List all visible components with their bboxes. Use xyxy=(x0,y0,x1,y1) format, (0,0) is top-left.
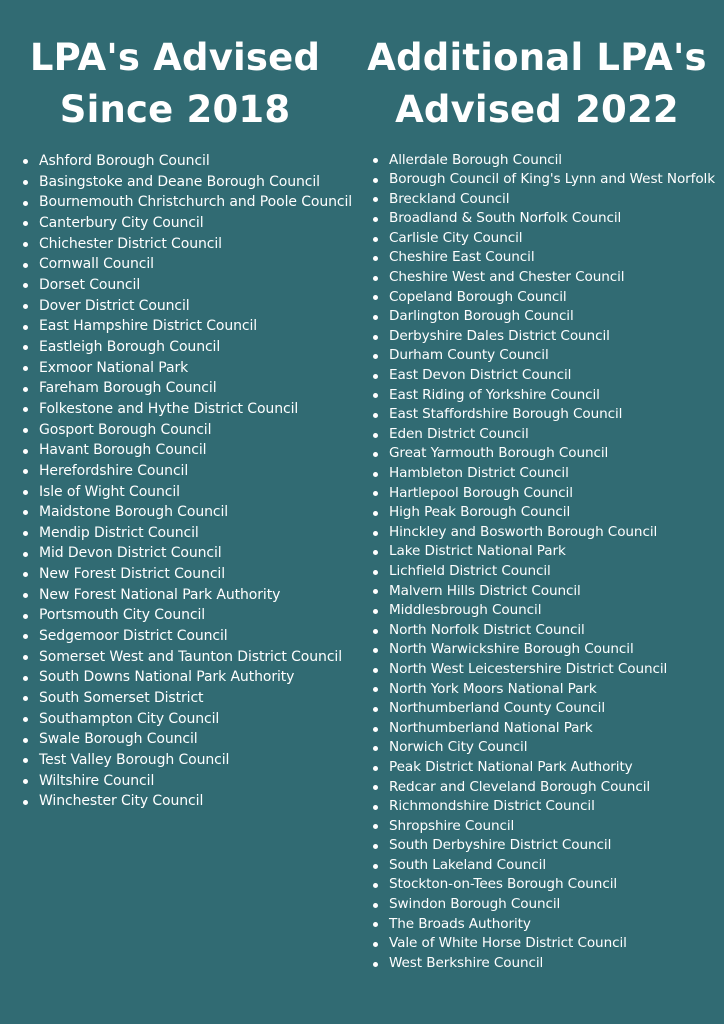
list-item-label: North York Moors National Park xyxy=(389,680,597,697)
bullet-icon xyxy=(373,570,378,575)
bullet-icon xyxy=(23,717,28,722)
list-item-label: Bournemouth Christchurch and Poole Council xyxy=(39,194,353,211)
list-item xyxy=(372,484,715,504)
list-item-label: East Staffordshire Borough Council xyxy=(389,406,623,423)
list-item-label: Lake District National Park xyxy=(389,543,566,560)
list-item xyxy=(372,444,715,464)
list-item xyxy=(372,875,715,895)
list-item-label: Allerdale Borough Council xyxy=(389,151,562,168)
list-item xyxy=(22,564,352,585)
list-item-label: North Norfolk District Council xyxy=(389,621,585,638)
bullet-icon xyxy=(23,221,28,226)
bullet-icon xyxy=(373,276,378,281)
list-item-label: Darlington Borough Council xyxy=(389,308,574,325)
list-item-label: Peak District National Park Authority xyxy=(389,758,633,775)
list-item-label: South Somerset District xyxy=(39,690,204,707)
list-item xyxy=(22,482,352,503)
bullet-icon xyxy=(373,962,378,967)
bullet-icon xyxy=(373,217,378,222)
list-item-label: Test Valley Borough Council xyxy=(39,752,230,769)
list-item-label: Mendip District Council xyxy=(39,524,199,541)
bullet-icon xyxy=(373,629,378,634)
list-item-label: North West Leicestershire District Council xyxy=(389,660,668,677)
right-heading-line-2: Advised 2022 xyxy=(395,88,679,131)
bullet-icon xyxy=(23,366,28,371)
bullet-icon xyxy=(373,883,378,888)
list-item-label: Portsmouth City Council xyxy=(39,607,206,624)
list-item-label: South Derbyshire District Council xyxy=(389,837,612,854)
right-lpa-list xyxy=(372,151,715,974)
bullet-icon xyxy=(23,800,28,805)
bullet-icon xyxy=(373,511,378,516)
list-item xyxy=(372,856,715,876)
bullet-icon xyxy=(373,609,378,614)
bullet-icon xyxy=(373,491,378,496)
list-item xyxy=(22,234,352,255)
list-item-label: Northumberland County Council xyxy=(389,700,606,717)
bullet-icon xyxy=(373,393,378,398)
list-item xyxy=(22,729,352,750)
list-item xyxy=(22,213,352,234)
list-item-label: Somerset West and Taunton District Council xyxy=(39,648,343,665)
bullet-icon xyxy=(23,180,28,185)
bullet-icon xyxy=(23,407,28,412)
list-item-label: East Riding of Yorkshire Council xyxy=(389,386,600,403)
list-item xyxy=(372,151,715,171)
list-item xyxy=(372,542,715,562)
list-item xyxy=(22,502,352,523)
list-item-label: Hinckley and Bosworth Borough Council xyxy=(389,523,658,540)
list-item xyxy=(372,836,715,856)
list-item xyxy=(372,327,715,347)
list-item-label: Richmondshire District Council xyxy=(389,798,595,815)
list-item xyxy=(372,895,715,915)
bullet-icon xyxy=(23,242,28,247)
list-item xyxy=(372,562,715,582)
list-item-label: Borough Council of King's Lynn and West Norfolk xyxy=(389,171,716,188)
list-item-label: Basingstoke and Deane Borough Council xyxy=(39,173,320,190)
bullet-icon xyxy=(23,738,28,743)
bullet-icon xyxy=(373,433,378,438)
list-item-label: Gosport Borough Council xyxy=(39,421,212,438)
list-item xyxy=(22,523,352,544)
bullet-icon xyxy=(23,614,28,619)
list-item-label: New Forest National Park Authority xyxy=(39,586,281,603)
list-item xyxy=(372,346,715,366)
list-item-label: Breckland Council xyxy=(389,190,510,207)
bullet-icon xyxy=(373,197,378,202)
list-item xyxy=(372,621,715,641)
bullet-icon xyxy=(23,263,28,268)
list-item xyxy=(22,378,352,399)
list-item-label: Winchester City Council xyxy=(39,793,204,810)
list-item-label: Havant Borough Council xyxy=(39,442,207,459)
list-item-label: Herefordshire Council xyxy=(39,462,189,479)
list-item xyxy=(372,405,715,425)
list-item xyxy=(22,275,352,296)
list-item-label: Exmoor National Park xyxy=(39,359,189,376)
list-item xyxy=(372,934,715,954)
bullet-icon xyxy=(23,325,28,330)
list-item-label: Hartlepool Borough Council xyxy=(389,484,573,501)
list-item xyxy=(22,791,352,812)
bullet-icon xyxy=(23,304,28,309)
bullet-icon xyxy=(23,655,28,660)
list-item xyxy=(372,640,715,660)
list-item xyxy=(22,358,352,379)
list-item-label: Wiltshire Council xyxy=(39,772,155,789)
bullet-icon xyxy=(373,864,378,869)
bullet-icon xyxy=(373,354,378,359)
list-item-label: Copeland Borough Council xyxy=(389,288,567,305)
list-item-label: Redcar and Cleveland Borough Council xyxy=(389,778,651,795)
list-item xyxy=(22,316,352,337)
list-item-label: Eastleigh Borough Council xyxy=(39,338,221,355)
list-item-label: Derbyshire Dales District Council xyxy=(389,327,610,344)
list-item xyxy=(372,680,715,700)
bullet-icon xyxy=(373,452,378,457)
bullet-icon xyxy=(373,942,378,947)
list-item xyxy=(372,190,715,210)
list-item xyxy=(372,386,715,406)
list-item-label: Swindon Borough Council xyxy=(389,896,561,913)
bullet-icon xyxy=(373,785,378,790)
list-item-label: Dorset Council xyxy=(39,276,141,293)
list-item-label: East Hampshire District Council xyxy=(39,318,258,335)
list-item xyxy=(22,709,352,730)
bullet-icon xyxy=(373,766,378,771)
list-item-label: Sedgemoor District Council xyxy=(39,628,228,645)
list-item-label: Maidstone Borough Council xyxy=(39,504,229,521)
list-item xyxy=(372,464,715,484)
list-item xyxy=(372,248,715,268)
bullet-icon xyxy=(373,824,378,829)
list-item xyxy=(372,209,715,229)
list-item-label: Shropshire Council xyxy=(389,817,515,834)
list-item xyxy=(22,688,352,709)
left-heading-line-2: Since 2018 xyxy=(59,88,291,131)
bullet-icon xyxy=(23,510,28,515)
bullet-icon xyxy=(373,315,378,320)
list-item xyxy=(22,585,352,606)
bullet-icon xyxy=(23,387,28,392)
bullet-icon xyxy=(373,668,378,673)
bullet-icon xyxy=(23,345,28,350)
list-item xyxy=(22,461,352,482)
list-item-label: North Warwickshire Borough Council xyxy=(389,641,634,658)
bullet-icon xyxy=(373,178,378,183)
bullet-icon xyxy=(23,696,28,701)
bullet-icon xyxy=(373,805,378,810)
list-item xyxy=(22,543,352,564)
bullet-icon xyxy=(23,531,28,536)
bullet-icon xyxy=(373,295,378,300)
bullet-icon xyxy=(23,758,28,763)
bullet-icon xyxy=(373,237,378,242)
bullet-icon xyxy=(373,844,378,849)
list-item-label: Malvern Hills District Council xyxy=(389,582,581,599)
list-item xyxy=(372,797,715,817)
bullet-icon xyxy=(23,552,28,557)
bullet-icon xyxy=(373,648,378,653)
bullet-icon xyxy=(23,634,28,639)
list-item xyxy=(22,440,352,461)
list-item-label: Stockton-on-Tees Borough Council xyxy=(389,876,618,893)
bullet-icon xyxy=(23,572,28,577)
right-heading xyxy=(362,32,712,136)
list-item xyxy=(22,605,352,626)
list-item-label: Chichester District Council xyxy=(39,235,222,252)
list-item-label: South Lakeland Council xyxy=(389,856,547,873)
list-item-label: Dover District Council xyxy=(39,297,190,314)
list-item-label: Cheshire West and Chester Council xyxy=(389,269,625,286)
list-item-label: Folkestone and Hythe District Council xyxy=(39,400,299,417)
list-item-label: South Downs National Park Authority xyxy=(39,669,295,686)
list-item xyxy=(22,626,352,647)
list-item-label: New Forest District Council xyxy=(39,566,225,583)
list-item-label: East Devon District Council xyxy=(389,367,572,384)
list-item xyxy=(372,268,715,288)
list-item-label: The Broads Authority xyxy=(389,915,531,932)
left-lpa-list xyxy=(22,151,352,812)
bullet-icon xyxy=(373,903,378,908)
list-item-label: Norwich City Council xyxy=(389,739,528,756)
list-item xyxy=(372,660,715,680)
list-item xyxy=(22,667,352,688)
list-item xyxy=(372,778,715,798)
bullet-icon xyxy=(373,746,378,751)
list-item xyxy=(372,817,715,837)
bullet-icon xyxy=(23,779,28,784)
list-item xyxy=(372,366,715,386)
list-item-label: Eden District Council xyxy=(389,425,529,442)
bullet-icon xyxy=(373,589,378,594)
bullet-icon xyxy=(373,550,378,555)
list-item-label: Durham County Council xyxy=(389,347,549,364)
list-item-label: West Berkshire Council xyxy=(389,954,544,971)
list-item xyxy=(372,954,715,974)
left-heading xyxy=(0,32,350,136)
list-item-label: Fareham Borough Council xyxy=(39,380,217,397)
left-heading-line-1: LPA's Advised xyxy=(29,36,321,79)
list-item xyxy=(22,172,352,193)
bullet-icon xyxy=(373,158,378,163)
list-item xyxy=(372,758,715,778)
bullet-icon xyxy=(373,413,378,418)
list-item-label: Mid Devon District Council xyxy=(39,545,222,562)
bullet-icon xyxy=(23,283,28,288)
list-item xyxy=(372,523,715,543)
list-item xyxy=(22,771,352,792)
bullet-icon xyxy=(23,593,28,598)
list-item-label: Cheshire East Council xyxy=(389,249,535,266)
bullet-icon xyxy=(23,490,28,495)
list-item-label: Lichfield District Council xyxy=(389,562,551,579)
bullet-icon xyxy=(373,687,378,692)
list-item-label: Great Yarmouth Borough Council xyxy=(389,445,609,462)
list-item xyxy=(22,296,352,317)
list-item-label: Southampton City Council xyxy=(39,710,220,727)
list-item xyxy=(22,151,352,172)
list-item xyxy=(22,399,352,420)
bullet-icon xyxy=(23,676,28,681)
list-item xyxy=(372,582,715,602)
bullet-icon xyxy=(23,449,28,454)
list-item-label: Ashford Borough Council xyxy=(39,153,210,169)
list-item xyxy=(372,229,715,249)
list-item xyxy=(372,425,715,445)
list-item-label: Cornwall Council xyxy=(39,256,154,273)
bullet-icon xyxy=(373,374,378,379)
list-item xyxy=(372,307,715,327)
list-item-label: Vale of White Horse District Council xyxy=(389,935,627,952)
list-item xyxy=(22,750,352,771)
right-heading-line-1: Additional LPA's xyxy=(367,36,707,79)
bullet-icon xyxy=(23,201,28,206)
bullet-icon xyxy=(23,428,28,433)
list-item-label: Swale Borough Council xyxy=(39,731,198,748)
list-item-label: High Peak Borough Council xyxy=(389,504,571,521)
list-item-label: Isle of Wight Council xyxy=(39,483,180,500)
list-item xyxy=(372,915,715,935)
bullet-icon xyxy=(373,727,378,732)
list-item xyxy=(372,719,715,739)
list-item xyxy=(372,699,715,719)
list-item xyxy=(372,738,715,758)
list-item xyxy=(22,254,352,275)
bullet-icon xyxy=(373,472,378,477)
list-item xyxy=(22,647,352,668)
list-item-label: Carlisle City Council xyxy=(389,229,523,246)
list-item xyxy=(372,170,715,190)
bullet-icon xyxy=(373,335,378,340)
bullet-icon xyxy=(373,531,378,536)
list-item xyxy=(372,601,715,621)
list-item-label: Northumberland National Park xyxy=(389,719,593,736)
bullet-icon xyxy=(373,922,378,927)
list-item-label: Middlesbrough Council xyxy=(389,602,542,619)
list-item xyxy=(372,288,715,308)
bullet-icon xyxy=(23,159,28,164)
list-item xyxy=(22,192,352,213)
bullet-icon xyxy=(23,469,28,474)
list-item-label: Broadland & South Norfolk Council xyxy=(389,210,622,227)
list-item xyxy=(22,420,352,441)
bullet-icon xyxy=(373,256,378,261)
bullet-icon xyxy=(373,707,378,712)
list-item xyxy=(372,503,715,523)
list-item xyxy=(22,337,352,358)
list-item-label: Canterbury City Council xyxy=(39,214,204,231)
list-item-label: Hambleton District Council xyxy=(389,465,569,481)
